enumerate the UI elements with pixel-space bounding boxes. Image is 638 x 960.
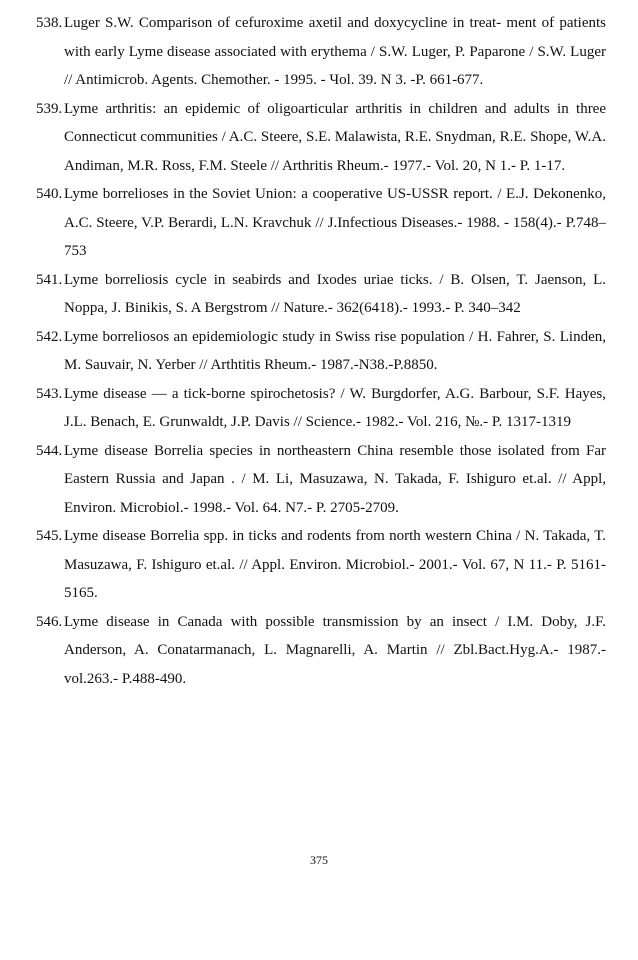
reference-text: Lyme borreliosis cycle in seabirds and Ixodes uriae ticks. / B. Olsen, T. Jaenson, L. Noppa, J. Binikis, S. A Bergstrom // Nature.- 362(6418).- 1993.- P. 340–342	[64, 271, 606, 316]
reference-number: 542.	[36, 328, 63, 345]
reference-number: 539.	[36, 100, 63, 117]
reference-item	[36, 180, 606, 266]
reference-number: 540.	[36, 186, 63, 202]
reference-text: Lyme disease Borrelia spp. in ticks and rodents from north western China / N. Takada, T. Masuzawa, F. Ishiguro et.al. // Appl. Environ. Microbiol.- 2001.- Vol. 67, N 11.- P. 5161-5165.	[64, 528, 606, 601]
reference-number: 545.	[36, 528, 63, 544]
reference-item	[36, 95, 606, 181]
reference-item	[36, 380, 606, 437]
reference-number: 543.	[36, 385, 63, 402]
reference-text: Luger S.W. Comparison of cefuroxime axetil and doxycycline in treat- ment of patients with early Lyme disease associated with erythema / S.W. Luger, P. Paparone / S.W. Luger // Antimicrob. Agents. Chemother. - 1995. - Чol. 39. N 3. -P. 661-677.	[64, 15, 606, 88]
reference-item	[36, 266, 606, 323]
reference-text: Lyme arthritis: an epidemic of oligoarticular arthritis in children and adults in three Connecticut communities / A.C. Steere, S.E. Malawista, R.E. Snydman, R.E. Shope, W.A. Andiman, M.R. Ross, F.M. Steele // Arthritis Rheum.- 1977.- Vol. 20, N 1.- P. 1-17.	[64, 100, 606, 174]
page-number: 375	[310, 853, 328, 867]
reference-text: Lyme borreliosos an epidemiologic study in Swiss rise population / H. Fahrer, S. Linden, M. Sauvair, N. Yerber // Arthtitis Rheum.- 1987.-N38.-P.8850.	[64, 328, 606, 373]
reference-number: 538.	[36, 15, 63, 31]
reference-text: Lyme disease Borrelia species in northeastern China resemble those isolated from Far Eastern Russia and Japan . / M. Li, Masuzawa, N. Takada, F. Ishiguro et.al. // Appl, Environ. Microbiol.- 1998.- Vol. 64. N7.- P. 2705-2709.	[64, 442, 606, 516]
reference-item	[36, 323, 606, 380]
reference-text: Lyme disease — a tick-borne spirochetosis? / W. Burgdorfer, A.G. Barbour, S.F. Hayes, J.L. Benach, E. Grunwaldt, J.P. Davis // Science.- 1982.- Vol. 216, №.- P. 1317-1319	[64, 385, 606, 430]
reference-number: 546.	[36, 613, 63, 630]
reference-number: 541.	[36, 271, 63, 288]
reference-number: 544.	[36, 442, 63, 459]
reference-list	[36, 9, 606, 693]
reference-item	[36, 437, 606, 523]
reference-item	[36, 9, 606, 95]
reference-text: Lyme borrelioses in the Soviet Union: a cooperative US-USSR report. / E.J. Dekonenko, A.C. Steere, V.P. Berardi, L.N. Kravchuk // J.Infectious Diseases.- 1988. - 158(4).- P.748–753	[64, 186, 606, 259]
reference-item	[36, 522, 606, 608]
reference-item	[36, 608, 606, 694]
reference-text: Lyme disease in Canada with possible transmission by an insect / I.M. Doby, J.F. Anderson, A. Conatarmanach, L. Magnarelli, A. Martin // Zbl.Bact.Hyg.A.- 1987.- vol.263.- P.488-490.	[64, 613, 606, 687]
